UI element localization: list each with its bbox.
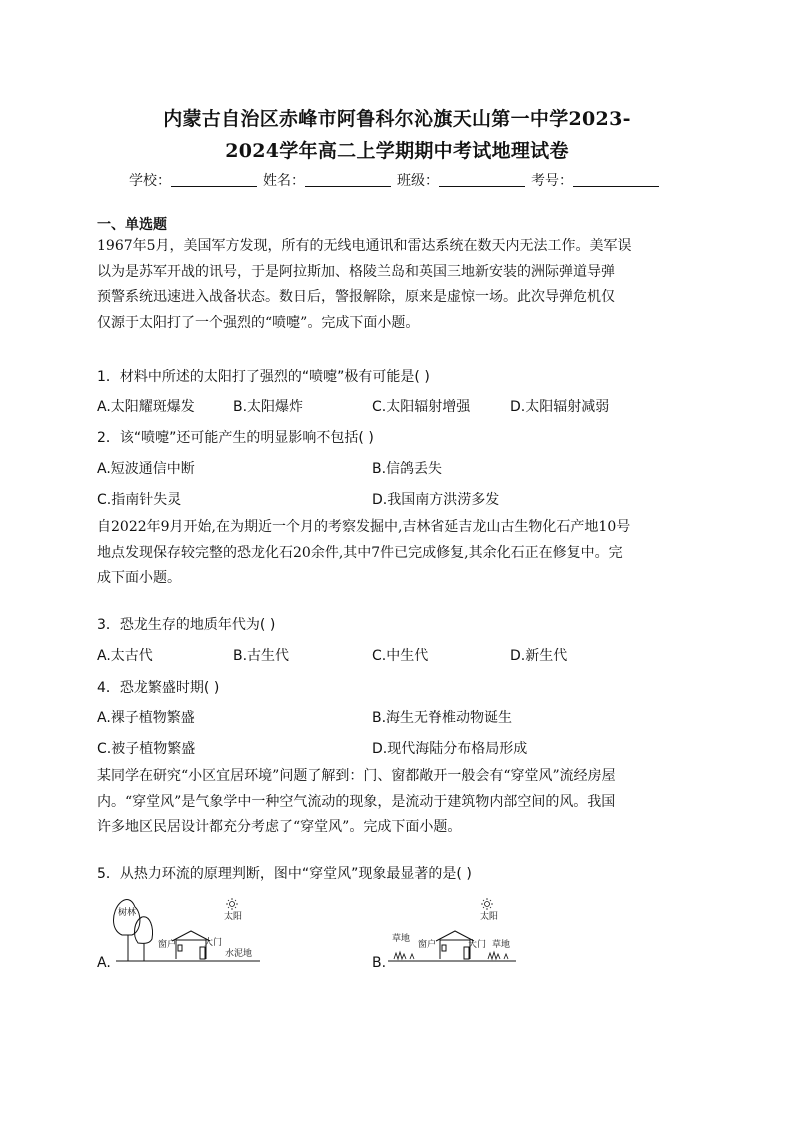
school-label: 学校：: [129, 173, 171, 189]
q4-option-c[interactable]: C.被子植物繁盛: [97, 741, 196, 757]
sun-icon: [226, 898, 238, 910]
q4-option-b[interactable]: B.海生无脊椎动物诞生: [372, 710, 513, 726]
q4-option-a[interactable]: A.裸子植物繁盛: [97, 710, 195, 726]
q4-option-d[interactable]: D.现代海陆分布格局形成: [372, 741, 528, 757]
passage-line: 以为是苏军开战的讯号，于是阿拉斯加、格陵兰岛和英国三地新安装的洲际弹道导弹: [97, 263, 615, 280]
question-3-stem: 3．恐龙生存的地质年代为( ): [97, 617, 276, 633]
q5-option-a[interactable]: A.: [97, 955, 111, 971]
q3-option-a[interactable]: A.太古代: [97, 648, 153, 664]
q2-option-d[interactable]: D.我国南方洪涝多发: [372, 492, 500, 508]
school-blank: [171, 172, 257, 187]
passage-1: [97, 234, 697, 336]
window-label: 窗户: [418, 940, 437, 950]
question-2-stem: 2．该“喷嚏”还可能产生的明显影响不包括( ): [97, 430, 374, 446]
passage-line: 自2022年9月开始,在为期近一个月的考察发掘中,吉林省延吉龙山古生物化石产地10号: [97, 519, 631, 535]
exam-title-line2: 2024学年高二上学期期中考试地理试卷: [225, 140, 569, 162]
exam-no-blank: [573, 172, 659, 187]
class-blank: [439, 172, 525, 187]
q2-option-c[interactable]: C.指南针失灵: [97, 492, 182, 508]
passage-line: 成下面小题。: [97, 570, 181, 586]
grass-icon: [394, 952, 508, 959]
figure-b: [384, 895, 524, 965]
q1-option-d[interactable]: D.太阳辐射减弱: [510, 399, 610, 415]
q1-option-a[interactable]: A.太阳耀斑爆发: [97, 399, 195, 415]
name-label: 姓名：: [263, 173, 305, 189]
grass-left-label: 草地: [392, 934, 411, 944]
q1-option-c[interactable]: C.太阳辐射增强: [372, 399, 471, 415]
figure-a-diagram: [108, 895, 268, 965]
student-info-line: [0, 170, 794, 190]
grass-right-label: 草地: [492, 940, 511, 950]
q5-option-b[interactable]: B.: [372, 955, 387, 971]
question-4-stem: 4．恐龙繁盛时期( ): [97, 680, 220, 696]
figure-b-diagram: [384, 895, 524, 965]
passage-line: 许多地区民居设计都充分考虑了“穿堂风”。完成下面小题。: [97, 819, 462, 835]
passage-line: 内。“穿堂风”是气象学中一种空气流动的现象，是流动于建筑物内部空间的风。我国: [97, 793, 616, 810]
ground-label: 水泥地: [225, 949, 253, 959]
passage-line: 地点发现保存较完整的恐龙化石20余件,其中7件已完成修复,其余化石正在修复中。完: [97, 544, 623, 561]
sun-icon: [481, 898, 493, 910]
passage-3: [97, 764, 697, 841]
section-heading: 一、单选题: [97, 217, 167, 233]
door-label: 大门: [204, 938, 223, 948]
exam-title-line1: 内蒙古自治区赤峰市阿鲁科尔沁旗天山第一中学2023-: [163, 108, 631, 130]
q3-option-d[interactable]: D.新生代: [510, 648, 568, 664]
class-label: 班级：: [397, 173, 439, 189]
door-label: 大门: [468, 940, 487, 950]
q3-option-c[interactable]: C.中生代: [372, 648, 429, 664]
sun-label: 太阳: [224, 912, 243, 922]
q2-option-a[interactable]: A.短波通信中断: [97, 461, 195, 477]
passage-line: 仅源于太阳打了一个强烈的“喷嚏”。完成下面小题。: [97, 314, 420, 331]
passage-line: 1967年5月，美国军方发现，所有的无线电通讯和雷达系统在数天内无法工作。美军误: [97, 238, 632, 254]
question-1-stem: 1．材料中所述的太阳打了强烈的“喷嚏”极有可能是( ): [97, 369, 430, 385]
passage-2: [97, 515, 697, 592]
figure-a: [108, 895, 268, 965]
sun-label: 太阳: [480, 912, 499, 922]
passage-line: 预警系统迅速进入战备状态。数日后，警报解除，原来是虚惊一场。此次导弹危机仅: [97, 289, 615, 305]
tree-label: 树林: [118, 908, 137, 918]
q2-option-b[interactable]: B.信鸽丢失: [372, 461, 443, 477]
window-label: 窗户: [158, 940, 177, 950]
exam-no-label: 考号：: [531, 173, 573, 189]
question-5-stem: 5．从热力环流的原理判断，图中“穿堂风”现象最显著的是( ): [97, 866, 472, 882]
passage-line: 某同学在研究“小区宜居环境”问题了解到：门、窗都敞开一般会有“穿堂风”流经房屋: [97, 768, 616, 784]
q3-option-b[interactable]: B.古生代: [233, 648, 290, 664]
q1-option-b[interactable]: B.太阳爆炸: [233, 399, 304, 415]
name-blank: [305, 172, 391, 187]
